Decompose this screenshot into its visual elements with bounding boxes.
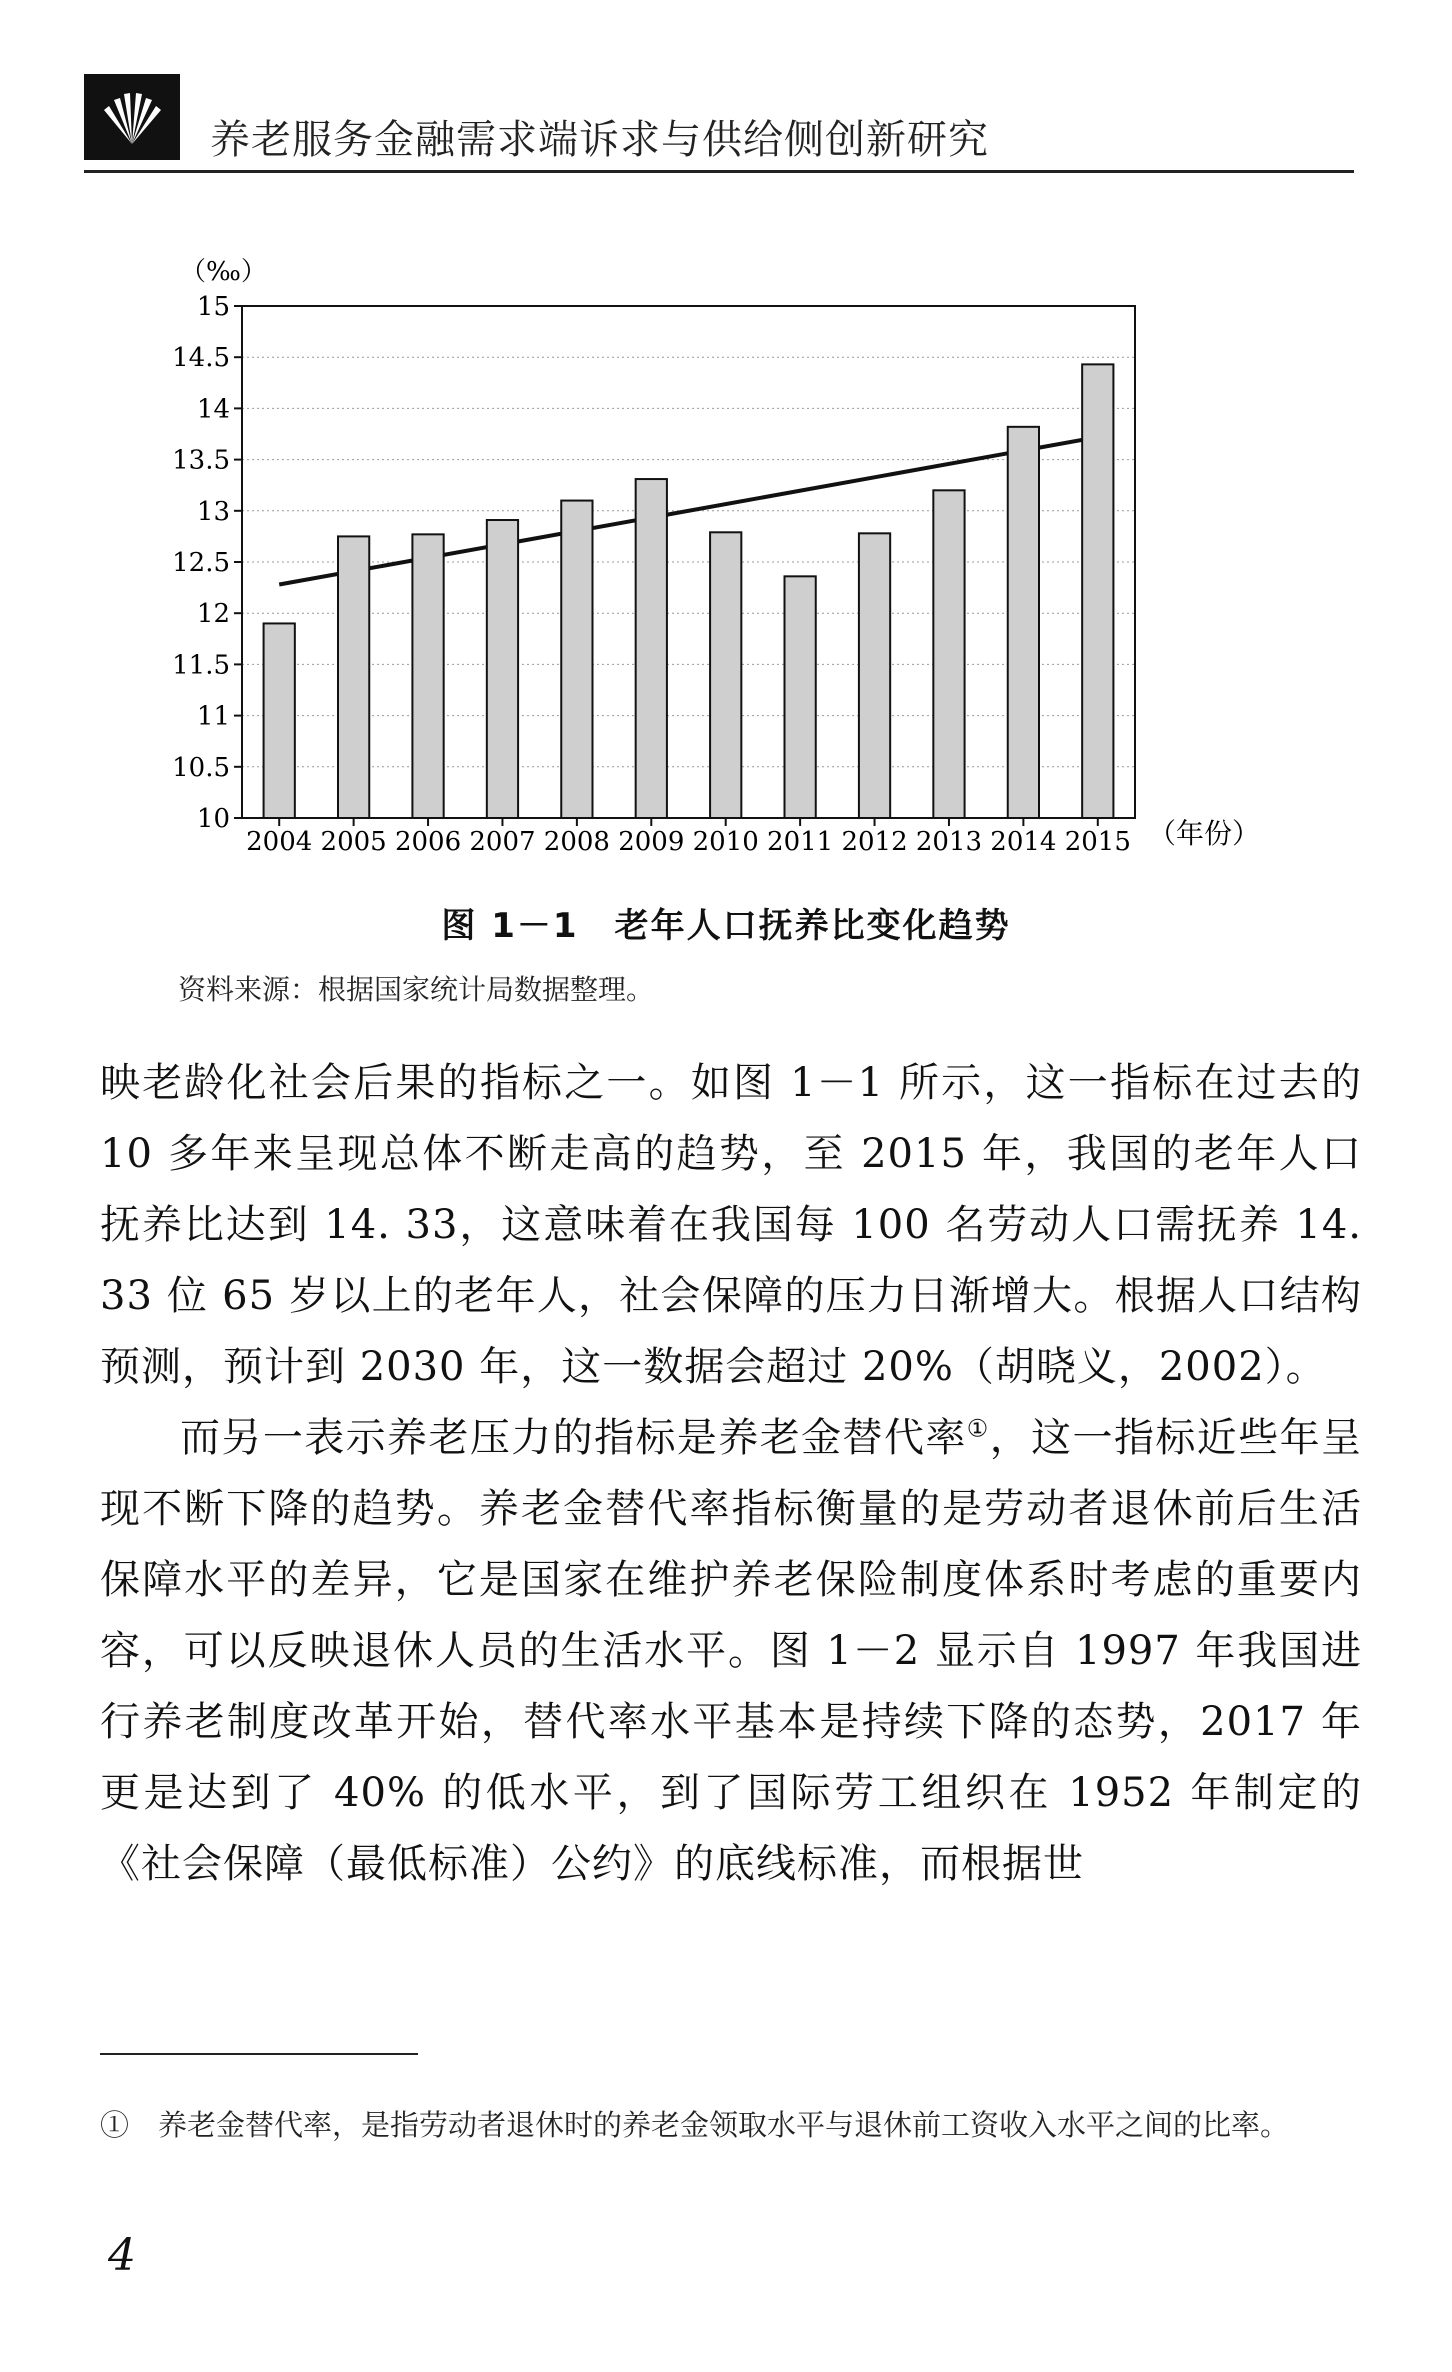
x-tick-label: 2011	[767, 827, 834, 857]
bar-2015	[1082, 364, 1113, 818]
y-tick-label: 12.5	[172, 548, 230, 578]
x-tick-label: 2015	[1064, 827, 1131, 857]
x-tick-label: 2009	[618, 827, 685, 857]
y-tick-label: 10	[196, 804, 230, 834]
bar-2012	[859, 533, 890, 818]
x-tick-label: 2004	[246, 827, 313, 857]
paragraph-1: 映老龄化社会后果的指标之一。如图 1－1 所示，这一指标在过去的 10 多年来呈现总体不断走高的趋势，至 2015 年，我国的老年人口抚养比达到 14. 33，这意味着在我国每 100 名劳动人口需抚养 14. 33 位 65 岁以上的老年人，社会保障的压力日渐增大。根据人口结构预测，预计到 2030 年，这一数据会超过 20%（胡晓义，2002）。	[100, 1060, 1362, 1390]
x-tick-label: 2007	[469, 827, 536, 857]
x-tick-label: 2012	[841, 827, 908, 857]
paragraph-2-start: 而另一表示养老压力的指标是养老金替代率	[180, 1415, 967, 1461]
footnote-marker[interactable]: ①	[966, 1414, 990, 1443]
y-tick-label: 10.5	[172, 752, 230, 783]
y-tick-label: 13	[196, 496, 230, 527]
x-tick-label: 2014	[990, 827, 1057, 857]
bar-2007	[487, 520, 518, 818]
y-tick-label: 14.5	[172, 343, 230, 374]
x-tick-label: 2013	[915, 827, 983, 857]
bar-2006	[412, 534, 443, 818]
bar-2010	[710, 532, 741, 818]
bar-2008	[561, 501, 592, 818]
bar-2005	[338, 536, 369, 818]
dependency-ratio-chart	[140, 250, 1280, 870]
footnote: ① 养老金替代率，是指劳动者退休时的养老金领取水平与退休前工资收入水平之间的比率。	[100, 2108, 1290, 2142]
footnote-divider	[100, 2053, 418, 2055]
y-tick-label: 11.5	[172, 650, 230, 681]
y-unit-label: （‰）	[180, 257, 267, 287]
paragraph-2	[100, 1403, 1362, 1900]
body-text	[100, 1048, 1362, 1900]
paragraph-2-rest: ，这一指标近些年呈现不断下降的趋势。养老金替代率指标衡量的是劳动者退休前后生活保障水平的差异，它是国家在维护养老保险制度体系时考虑的重要内容，可以反映退休人员的生活水平。图 1－2 显示自 1997 年我国进行养老制度改革开始，替代率水平基本是持续下降的态势，2017 年更是达到了 40% 的低水平，到了国际劳工组织在 1952 年制定的《社会保障（最低标准）公约》的底线标准，而根据世	[100, 1415, 1363, 1887]
running-header-title: 养老服务金融需求端诉求与供给侧创新研究	[210, 117, 989, 163]
bar-2014	[1008, 427, 1039, 818]
y-tick-label: 13.5	[172, 445, 230, 476]
bar-2013	[933, 490, 964, 818]
y-tick-label: 11	[196, 701, 230, 732]
x-axis-title: （年份）	[1148, 817, 1261, 850]
fan-logo-icon	[92, 82, 172, 152]
x-tick-label: 2010	[692, 827, 759, 857]
page-number: 4	[108, 2230, 136, 2281]
bar-2009	[636, 479, 667, 818]
y-tick-label: 15	[196, 292, 230, 322]
bar-2004	[264, 623, 295, 818]
x-tick-label: 2006	[394, 827, 462, 857]
figure-source: 资料来源：根据国家统计局数据整理。	[178, 973, 655, 1006]
y-tick-label: 12	[196, 599, 230, 630]
x-tick-label: 2008	[543, 827, 610, 857]
y-tick-label: 14	[196, 394, 230, 425]
x-tick-label: 2005	[320, 827, 387, 857]
header-divider	[84, 170, 1354, 173]
figure-caption: 图 1－1 老年人口抚养比变化趋势	[441, 906, 1011, 946]
bar-2011	[784, 576, 815, 818]
header-logo	[84, 74, 180, 160]
